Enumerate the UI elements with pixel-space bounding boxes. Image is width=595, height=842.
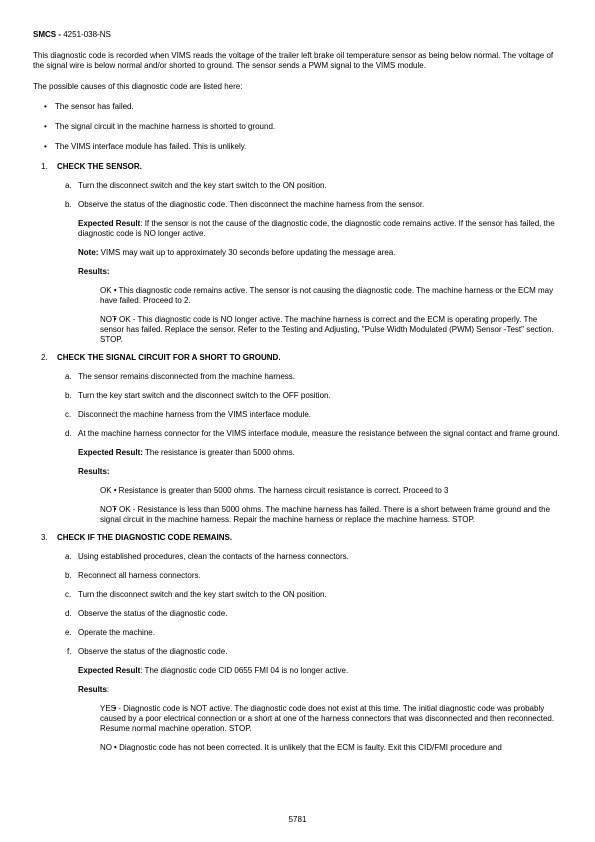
substep-letter: b. <box>65 571 72 580</box>
expected-text: : If the sensor is not the cause of the diagnostic code, the diagnostic code remains active. If the sensor has failed, the diagnostic code is NO longer active. <box>78 219 555 238</box>
results-label: Results <box>78 685 107 694</box>
cause-item: • The signal circuit in the machine harness is shorted to ground. <box>33 122 563 132</box>
substep-letter: d. <box>65 429 72 438</box>
note-text: VIMS may wait up to approximately 30 seconds before updating the message area. <box>98 248 396 257</box>
step-title: CHECK THE SENSOR. <box>57 162 142 171</box>
substep-letter: c. <box>65 410 72 419</box>
result-item: ▪ NO - Diagnostic code has not been corrected. It is unlikely that the ECM is faulty. Exit this CID/FMI procedure and <box>57 743 563 753</box>
result-item: ▪ NOT OK - Resistance is less than 5000 ohms. The machine harness has failed. There is a short between frame ground and the signal circuit in the machine harness. Repair the machine harness or replace the machine harness. STOP. <box>57 505 563 525</box>
expected-result <box>57 219 563 239</box>
substep-text: At the machine harness connector for the VIMS interface module, measure the resistance between the signal contact and frame ground. <box>78 429 560 438</box>
results-list <box>57 286 563 345</box>
substep-text: Operate the machine. <box>78 628 155 637</box>
substep-text: Reconnect all harness connectors. <box>78 571 201 580</box>
substep <box>57 410 563 420</box>
result-item: ▪ YES - Diagnostic code is NOT active. The diagnostic code does not exist at this time. The initial diagnostic code was probably caused by a poor electrical connection or a short at one of the harness connectors that was disconnected and then reconnected. Resume normal machine operation. STOP. <box>57 704 563 734</box>
results-heading <box>57 467 563 477</box>
note-label: Note: <box>78 248 99 257</box>
substep <box>57 571 563 581</box>
substep <box>57 181 563 191</box>
substep-text: Turn the disconnect switch and the key start switch to the ON position. <box>78 590 327 599</box>
smcs-label: SMCS - <box>33 30 61 39</box>
substep <box>57 391 563 401</box>
substep-letter: a. <box>65 181 72 190</box>
causes-list <box>33 102 563 152</box>
causes-intro: The possible causes of this diagnostic code are listed here: <box>33 82 243 91</box>
substep-text: Observe the status of the diagnostic code. Then disconnect the machine harness from the sensor. <box>78 200 425 209</box>
substep-letter: b. <box>65 391 72 400</box>
step-3 <box>33 533 563 753</box>
substep-letter: a. <box>65 552 72 561</box>
substep <box>57 609 563 619</box>
substep <box>57 628 563 638</box>
substep-text: Observe the status of the diagnostic code. <box>78 609 228 618</box>
cause-item: • The sensor has failed. <box>33 102 563 112</box>
step-number: 2. <box>41 353 48 362</box>
result-item: ▪ OK - This diagnostic code remains active. The sensor is not causing the diagnostic code. The machine harness or the ECM may have failed. Proceed to 2. <box>57 286 563 306</box>
substep <box>57 590 563 600</box>
step-1 <box>33 162 563 345</box>
substep-letter: a. <box>65 372 72 381</box>
substep-letter: d. <box>65 609 72 618</box>
substep-letter: f. <box>67 647 72 656</box>
substep-text: Turn the disconnect switch and the key start switch to the ON position. <box>78 181 327 190</box>
step-title: CHECK IF THE DIAGNOSTIC CODE REMAINS. <box>57 533 233 542</box>
expected-label: Expected Result: <box>78 448 143 457</box>
expected-text: The resistance is greater than 5000 ohms. <box>142 448 295 457</box>
results-label: Results: <box>78 467 110 476</box>
substep <box>57 429 563 439</box>
result-item: ▪ OK - Resistance is greater than 5000 ohms. The harness circuit resistance is correct. Proceed to 3 <box>57 486 563 496</box>
results-heading <box>57 267 563 277</box>
page-number: 5781 <box>288 815 307 824</box>
substep <box>57 647 563 657</box>
expected-label: Expected Result <box>78 666 141 675</box>
step-number: 1. <box>41 162 48 171</box>
expected-result <box>57 448 563 458</box>
step-2 <box>33 353 563 525</box>
substep-text: The sensor remains disconnected from the machine harness. <box>78 372 295 381</box>
note <box>57 248 563 258</box>
step-number: 3. <box>41 533 48 542</box>
results-list <box>57 486 563 525</box>
substep <box>57 372 563 382</box>
substep-text: Disconnect the machine harness from the VIMS interface module. <box>78 410 311 419</box>
results-heading <box>57 685 563 695</box>
substep-text: Turn the key start switch and the disconnect switch to the OFF position. <box>78 391 331 400</box>
substep-letter: b. <box>65 200 72 209</box>
substep-letter: c. <box>65 590 72 599</box>
results-list <box>57 704 563 753</box>
substep-text: Using established procedures, clean the contacts of the harness connectors. <box>78 552 349 561</box>
expected-text: : The diagnostic code CID 0655 FMI 04 is no longer active. <box>140 666 349 675</box>
intro-paragraph: This diagnostic code is recorded when VIMS reads the voltage of the trailer left brake oil temperature sensor as being below normal. The voltage of the signal wire is below normal and/or shorted to ground. The sensor sends a PWM signal to the VIMS module. <box>33 51 554 70</box>
expected-label: Expected Result <box>78 219 141 228</box>
smcs-line <box>33 30 563 40</box>
substep <box>57 200 563 210</box>
smcs-code: 4251-038-NS <box>63 30 111 39</box>
expected-result <box>57 666 563 676</box>
substep-letter: e. <box>65 628 72 637</box>
cause-item: • The VIMS interface module has failed. This is unlikely. <box>33 142 563 152</box>
results-suffix: : <box>106 685 110 694</box>
substep <box>57 552 563 562</box>
result-item: ▪ NOT OK - This diagnostic code is NO longer active. The machine harness is correct and the ECM is operating properly. The sensor has failed. Replace the sensor. Refer to the Testing and Adjusting, "Pulse Width Modulated (PWM) Sensor -Test" section. STOP. <box>57 315 563 345</box>
substep-text: Observe the status of the diagnostic code. <box>78 647 228 656</box>
document-page <box>33 30 563 761</box>
results-label: Results: <box>78 267 110 276</box>
step-title: CHECK THE SIGNAL CIRCUIT FOR A SHORT TO GROUND. <box>57 353 281 362</box>
